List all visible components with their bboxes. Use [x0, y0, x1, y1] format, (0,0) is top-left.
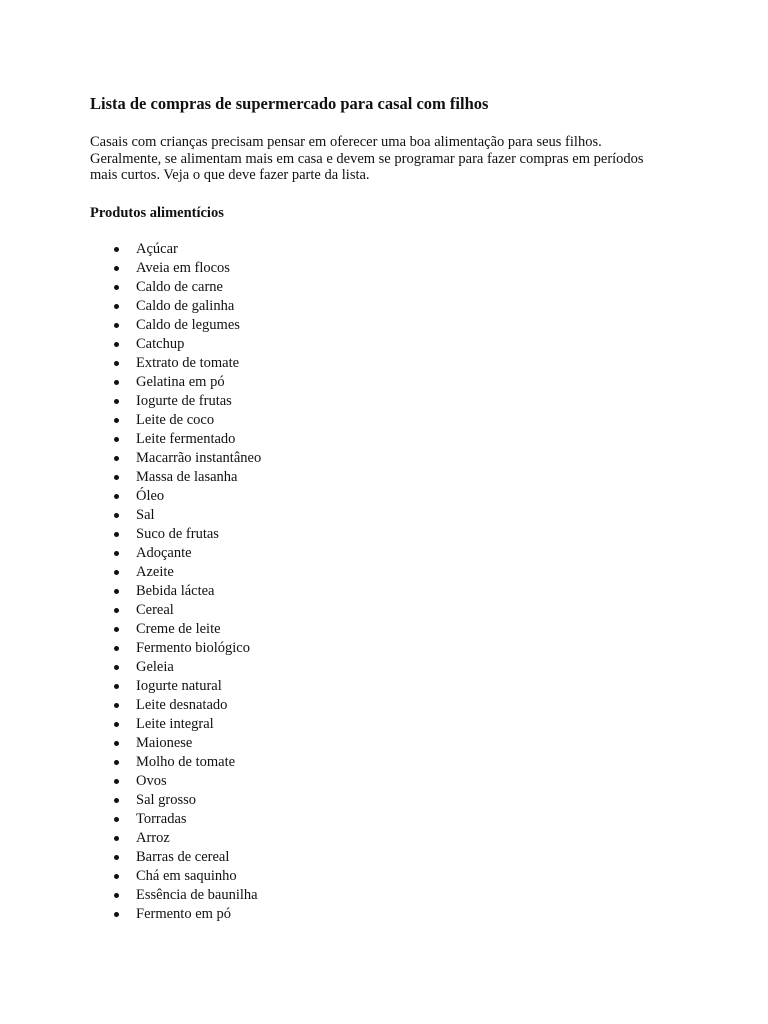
bullet-icon: [114, 513, 119, 518]
bullet-icon: [114, 323, 119, 328]
list-item-label: Macarrão instantâneo: [136, 450, 262, 466]
bullet-icon: [114, 760, 119, 765]
list-item-label: Essência de baunilha: [136, 887, 258, 903]
bullet-icon: [114, 589, 119, 594]
list-item-label: Maionese: [136, 735, 193, 751]
bullet-icon: [114, 874, 119, 879]
bullet-icon: [114, 627, 119, 632]
list-item-label: Molho de tomate: [136, 754, 236, 770]
list-item-label: Leite fermentado: [136, 431, 236, 447]
list-item-label: Geleia: [136, 659, 174, 675]
bullet-icon: [114, 855, 119, 860]
bullet-icon: [114, 836, 119, 841]
list-item-label: Fermento biológico: [136, 640, 250, 656]
bullet-icon: [114, 912, 119, 917]
list-item-label: Bebida láctea: [136, 583, 215, 599]
bullet-icon: [114, 304, 119, 309]
list-item-label: Sal grosso: [136, 792, 197, 808]
bullet-icon: [114, 722, 119, 727]
bullet-icon: [114, 247, 119, 252]
intro-line: mais curtos. Veja o que deve fazer parte da lista.: [90, 167, 370, 183]
list-item-label: Massa de lasanha: [136, 469, 238, 485]
bullet-icon: [114, 361, 119, 366]
intro-line: Geralmente, se alimentam mais em casa e devem se programar para fazer compras em períodos: [90, 150, 644, 167]
bullet-icon: [114, 665, 119, 670]
list-item-label: Extrato de tomate: [136, 355, 240, 371]
bullet-icon: [114, 893, 119, 898]
list-item-label: Suco de frutas: [136, 526, 219, 542]
list-item-label: Catchup: [136, 336, 185, 352]
bullet-icon: [114, 418, 119, 423]
bullet-icon: [114, 475, 119, 480]
list-item-label: Aveia em flocos: [136, 260, 230, 276]
bullet-icon: [114, 532, 119, 537]
bullet-icon: [114, 817, 119, 822]
bullet-icon: [114, 703, 119, 708]
intro-paragraph: [90, 134, 690, 184]
list-item-label: Leite de coco: [136, 412, 215, 428]
list-item-label: Caldo de galinha: [136, 298, 235, 314]
list-item-label: Torradas: [136, 811, 187, 827]
list-item-label: Leite desnatado: [136, 697, 228, 713]
list-item-label: Chá em saquinho: [136, 868, 237, 884]
bullet-icon: [114, 779, 119, 784]
bullet-icon: [114, 608, 119, 613]
list-item-label: Barras de cereal: [136, 849, 230, 865]
list-item-label: Adoçante: [136, 545, 192, 561]
list-item-label: Iogurte de frutas: [136, 393, 232, 409]
list-item-label: Arroz: [136, 830, 170, 846]
list-item-label: Cereal: [136, 602, 174, 618]
list-item-label: Azeite: [136, 564, 174, 580]
bullet-icon: [114, 798, 119, 803]
bullet-icon: [114, 551, 119, 556]
list-item-label: Creme de leite: [136, 621, 221, 637]
bullet-icon: [114, 684, 119, 689]
bullet-icon: [114, 646, 119, 651]
list-item-label: Gelatina em pó: [136, 374, 225, 390]
bullet-icon: [114, 494, 119, 499]
bullet-icon: [114, 285, 119, 290]
document-title: Lista de compras de supermercado para casal com filhos: [90, 94, 489, 113]
list-item-label: Fermento em pó: [136, 906, 232, 922]
bullet-icon: [114, 437, 119, 442]
list-item-label: Açúcar: [136, 241, 178, 257]
list-item-label: Leite integral: [136, 716, 214, 732]
bullet-icon: [114, 266, 119, 271]
bullet-icon: [114, 570, 119, 575]
bullet-icon: [114, 380, 119, 385]
bullet-icon: [114, 342, 119, 347]
list-item-label: Óleo: [136, 488, 165, 504]
list-item-label: Sal: [136, 507, 155, 523]
list-item-label: Iogurte natural: [136, 678, 222, 694]
list-item-label: Caldo de carne: [136, 279, 223, 295]
bullet-icon: [114, 741, 119, 746]
section-heading: Produtos alimentícios: [90, 205, 224, 221]
bullet-icon: [114, 456, 119, 461]
intro-line: Casais com crianças precisam pensar em oferecer uma boa alimentação para seus filhos.: [90, 134, 602, 150]
bullet-icon: [114, 399, 119, 404]
list-item-label: Caldo de legumes: [136, 317, 240, 333]
list-item-label: Ovos: [136, 773, 167, 789]
